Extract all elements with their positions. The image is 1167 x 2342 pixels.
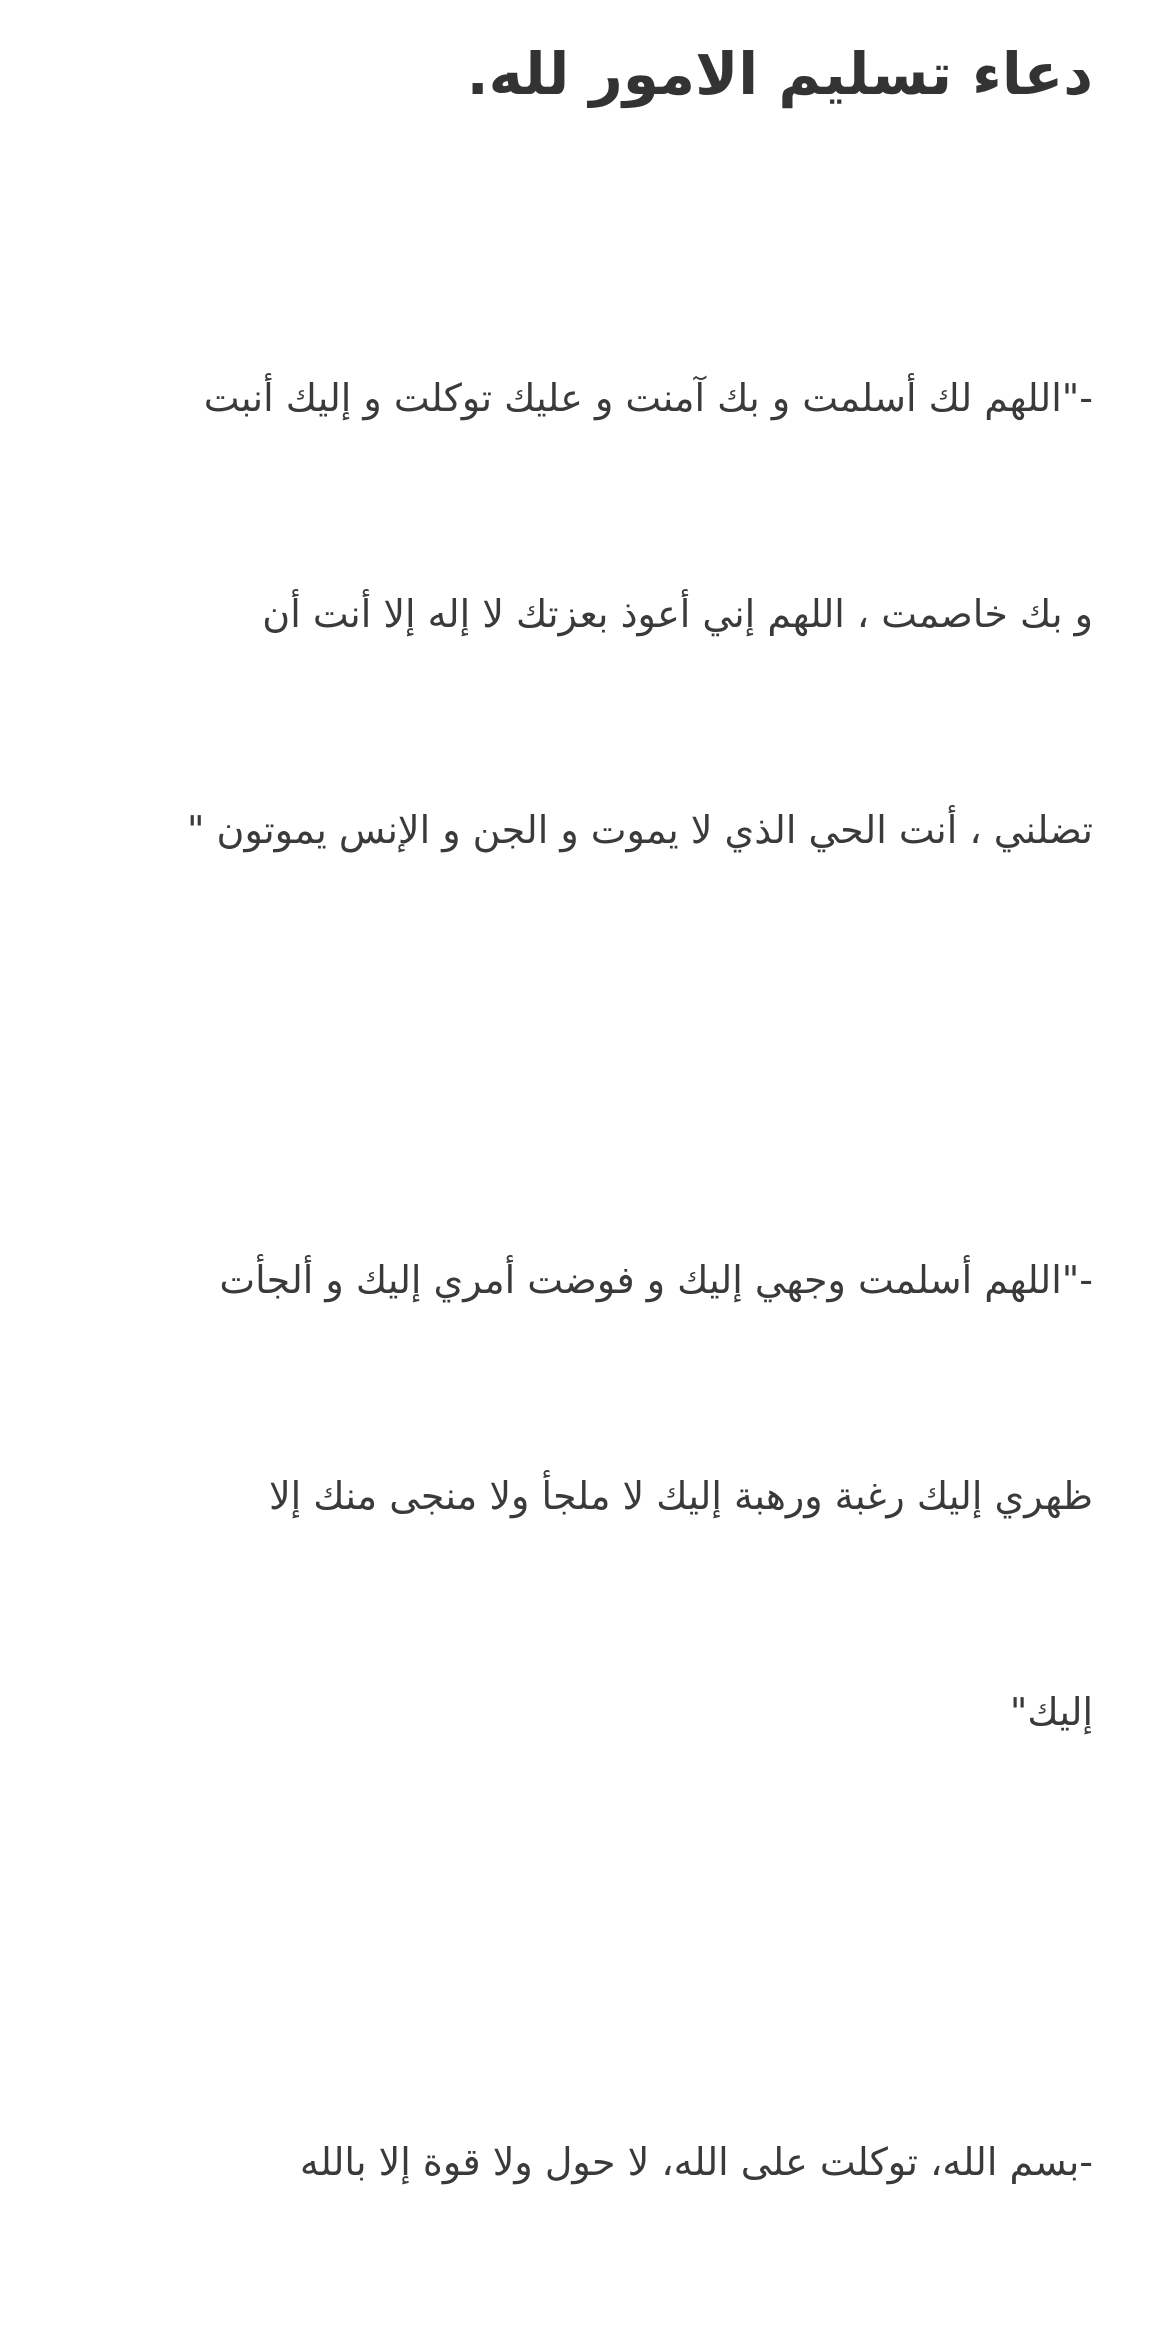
- paragraph-line: تضلني ، أنت الحي الذي لا يموت و الجن و الإنس يموتون ": [186, 808, 1093, 852]
- dua-paragraph-1: [90, 218, 1093, 1010]
- paragraph-line: ظهري إليك رغبة ورهبة إليك لا ملجأ ولا منجى منك إلا: [269, 1474, 1093, 1518]
- page-title: دعاء تسليم الامور لله.: [466, 40, 1093, 108]
- dua-paragraph-3: [90, 1982, 1093, 2342]
- paragraph-line: و بك خاصمت ، اللهم إني أعوذ بعزتك لا إله إلا أنت أن: [262, 592, 1093, 636]
- paragraph-line: -"اللهم أسلمت وجهي إليك و فوضت أمري إليك و ألجأت: [219, 1258, 1093, 1302]
- paragraph-line: -"اللهم لك أسلمت و بك آمنت و عليك توكلت و إليك أنبت: [203, 376, 1093, 420]
- paragraph-line: إليك": [1009, 1690, 1093, 1734]
- dua-paragraph-2: [90, 1100, 1093, 1892]
- paragraph-line: -بسم الله، توكلت على الله، لا حول ولا قوة إلا بالله: [299, 2140, 1093, 2184]
